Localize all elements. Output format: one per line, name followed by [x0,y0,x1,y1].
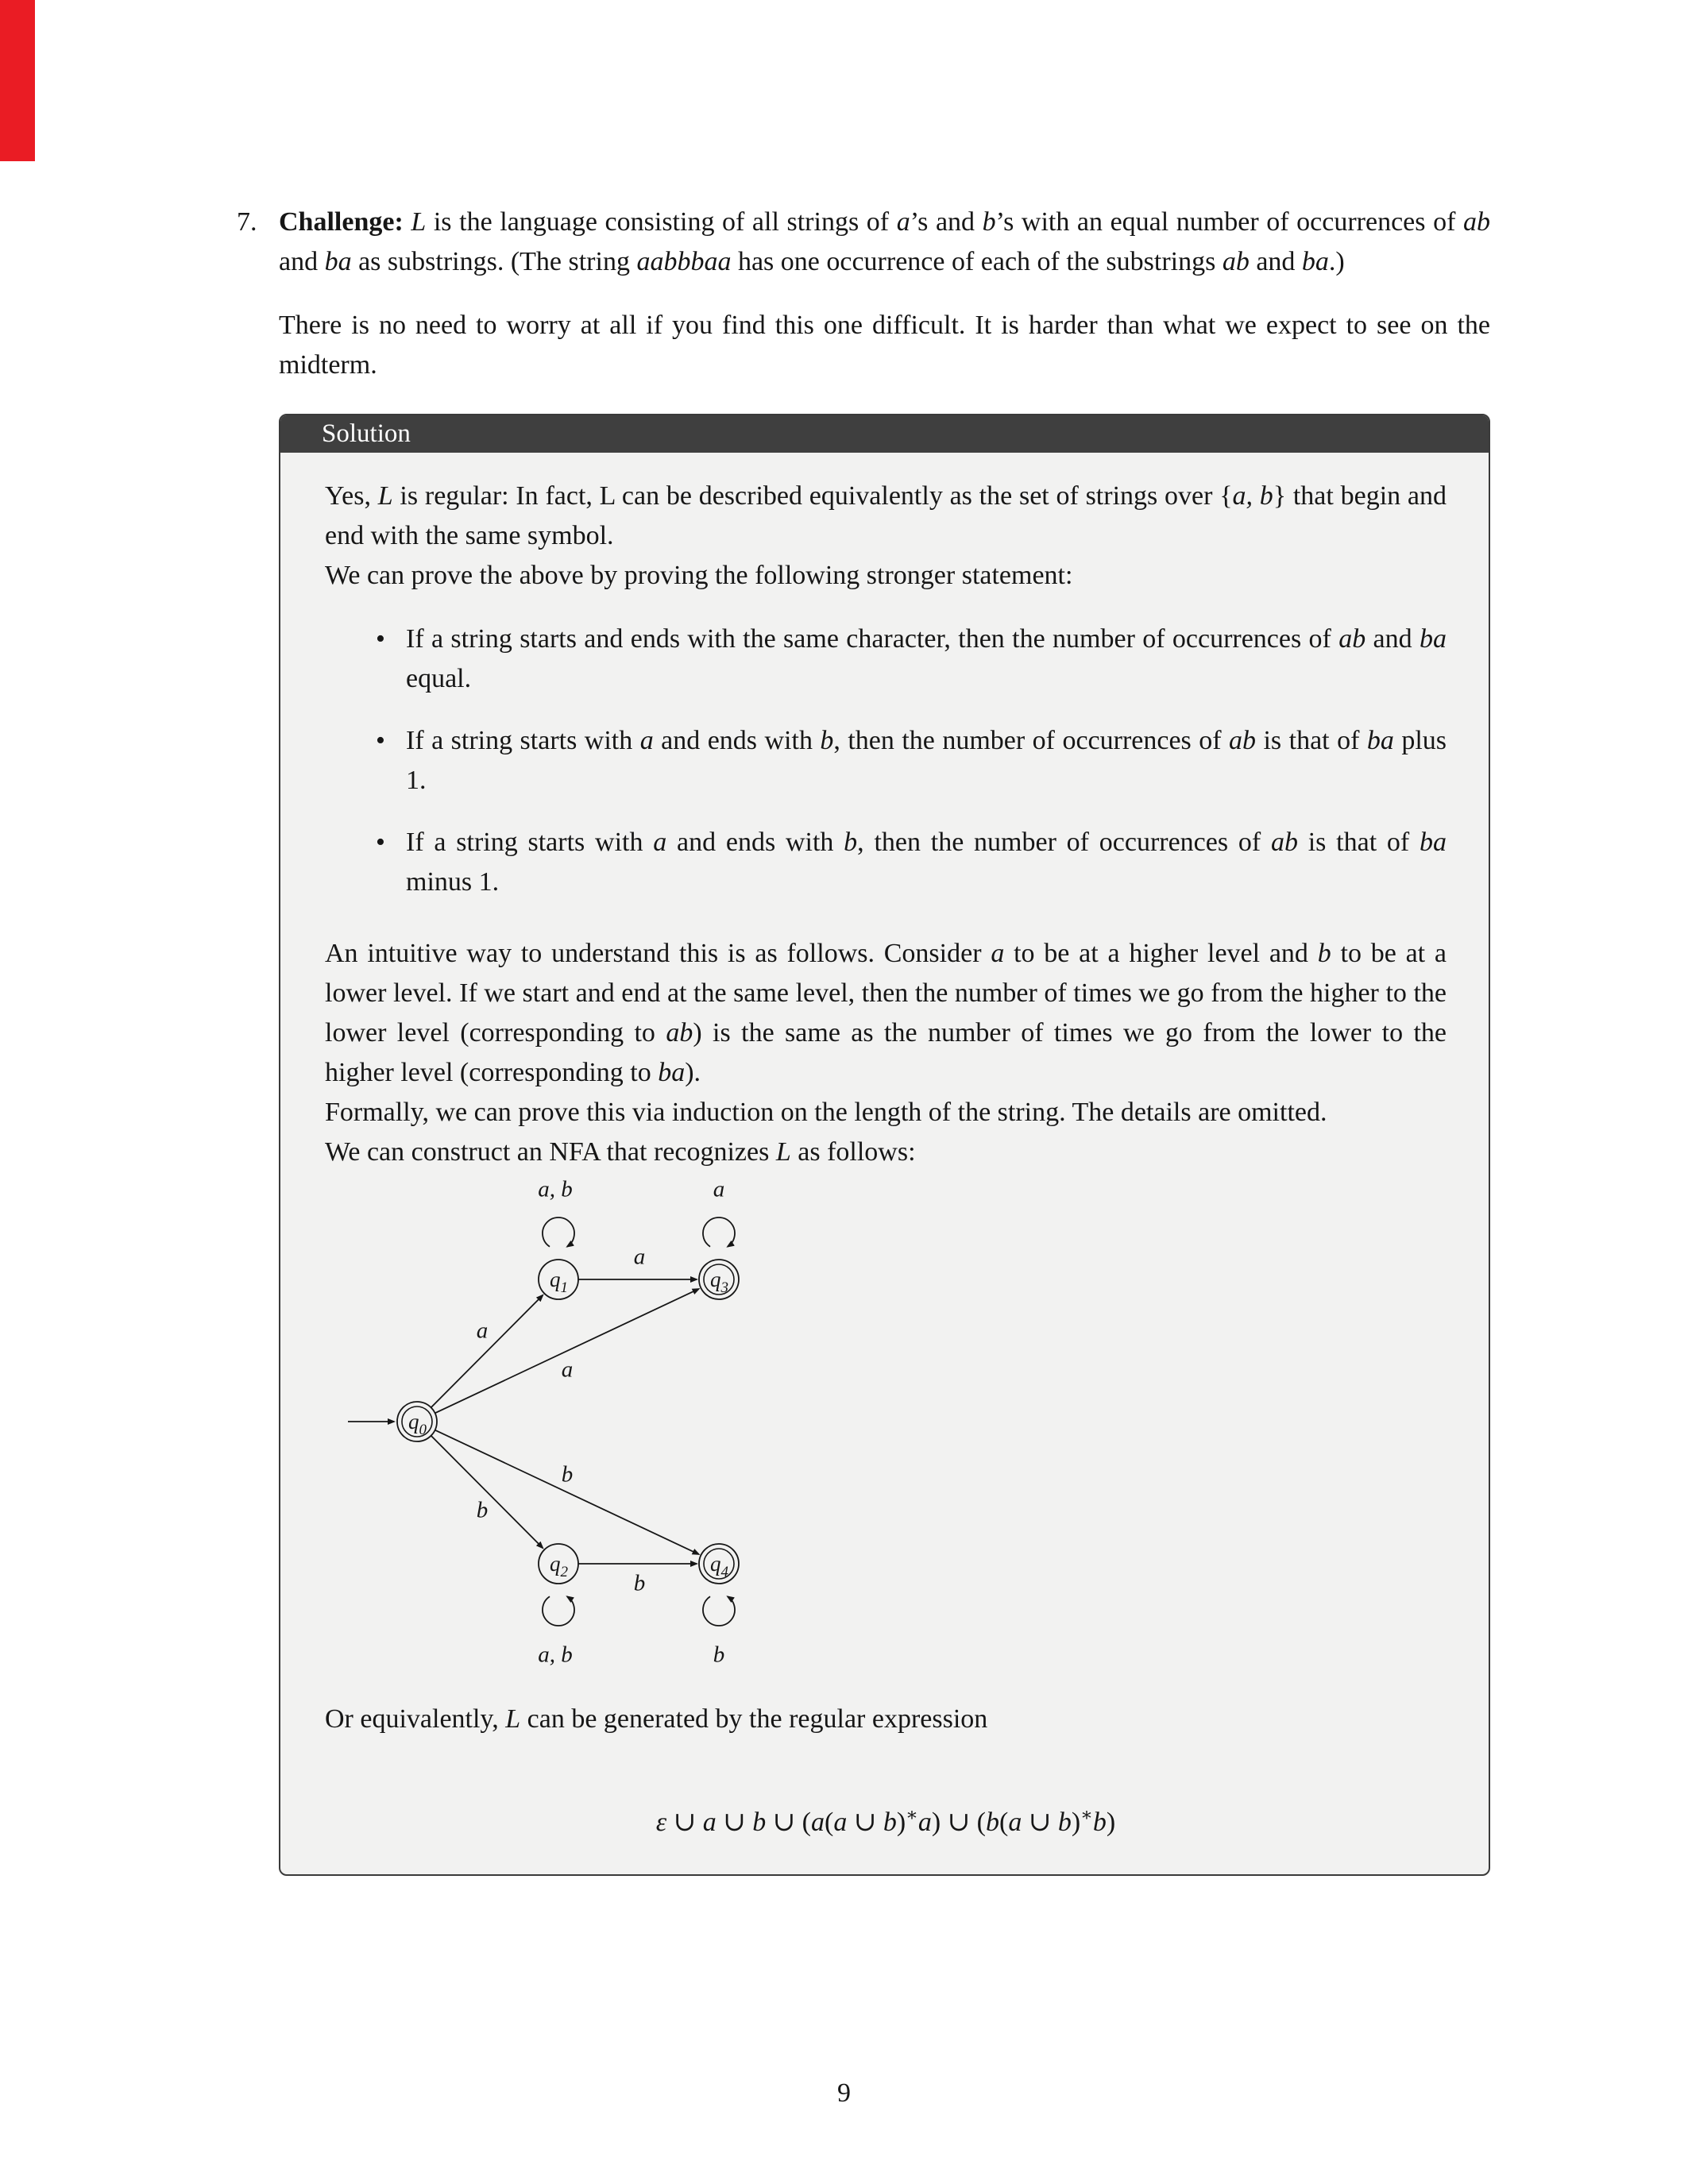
list-item-text: If a string starts with a and ends with b, then the number of occurrences of ab is that of ba plus 1. [406,726,1447,795]
list-item [325,823,1447,902]
solution-paragraph-3: An intuitive way to understand this is as follows. Consider a to be at a higher level and b to be at a lower level. If we start and end at the same level, then the number of times we go from the higher to the lower level (corresponding to ab) is the same as the number of times we go from the lower to the higher level (corresponding to ba). [325,939,1447,1087]
solution-body [280,453,1489,1874]
solution-header [280,415,1489,453]
svg-text:b: b [561,1461,574,1488]
svg-text:a: a [713,1176,725,1202]
svg-text:q2: $q_2$ [550,1552,568,1580]
page-number: 9 [837,2078,851,2108]
bullet-icon: • [376,726,385,755]
svg-text:b: b [476,1497,489,1523]
problem-statement: Challenge: L is the language consisting of all strings of a’s and b’s with an equal number of occurrences of ab and ba as substrings. (The string aabbbaa has one occurrence of each of the substrings ab and ba.) [279,207,1490,276]
list-item-text: If a string starts and ends with the same character, then the number of occurrences of ab and ba equal. [406,624,1447,693]
solution-header-label: Solution [322,419,411,448]
problem-note: There is no need to worry at all if you find this one difficult. It is harder than what we expect to see on the midterm. [279,311,1490,380]
svg-text:a, b: a, b [538,1176,573,1202]
bullet-icon: • [376,828,385,857]
nfa-state-diagram [290,1175,782,1692]
list-item-text: If a string starts with a and ends with b, then the number of occurrences of ab is that of ba minus 1. [406,828,1447,897]
claims-list [325,619,1447,902]
svg-text:a: a [633,1244,646,1270]
solution-paragraph-5: We can construct an NFA that recognizes L as follows: [325,1137,916,1167]
svg-text:q3: $q_3$ [710,1268,728,1296]
svg-text:b: b [633,1570,646,1596]
page-content [237,203,1490,1876]
svg-text:a, b: a, b [538,1642,573,1668]
solution-paragraph-2: We can prove the above by proving the following stronger statement: [325,561,1073,590]
problem-number: 7. [237,207,257,237]
svg-text:q0: $q_0$ [408,1410,427,1438]
list-item [325,721,1447,801]
bullet-icon: • [376,624,385,654]
svg-text:b: b [713,1642,725,1668]
svg-text:q1: $q_1$ [550,1268,568,1296]
solution-box [279,414,1490,1876]
red-corner-mark [0,0,35,161]
svg-text:a: a [476,1318,489,1344]
svg-text:a: a [561,1356,574,1383]
list-item [325,619,1447,699]
problem-item [237,203,1490,385]
solution-paragraph-6: Or equivalently, L can be generated by the regular expression [325,1704,988,1734]
svg-text:q4: $q_4$ [710,1552,728,1580]
regex-formula: ε ∪ a ∪ b ∪ (a(a ∪ b)∗a) ∪ (b(a ∪ b)∗b) [655,1804,1116,1837]
solution-paragraph-4: Formally, we can prove this via induction on the length of the string. The details are omitted. [325,1098,1327,1127]
solution-paragraph-1: Yes, L is regular: In fact, L can be described equivalently as the set of strings over {a, b} that begin and end with the same symbol. [325,481,1447,550]
